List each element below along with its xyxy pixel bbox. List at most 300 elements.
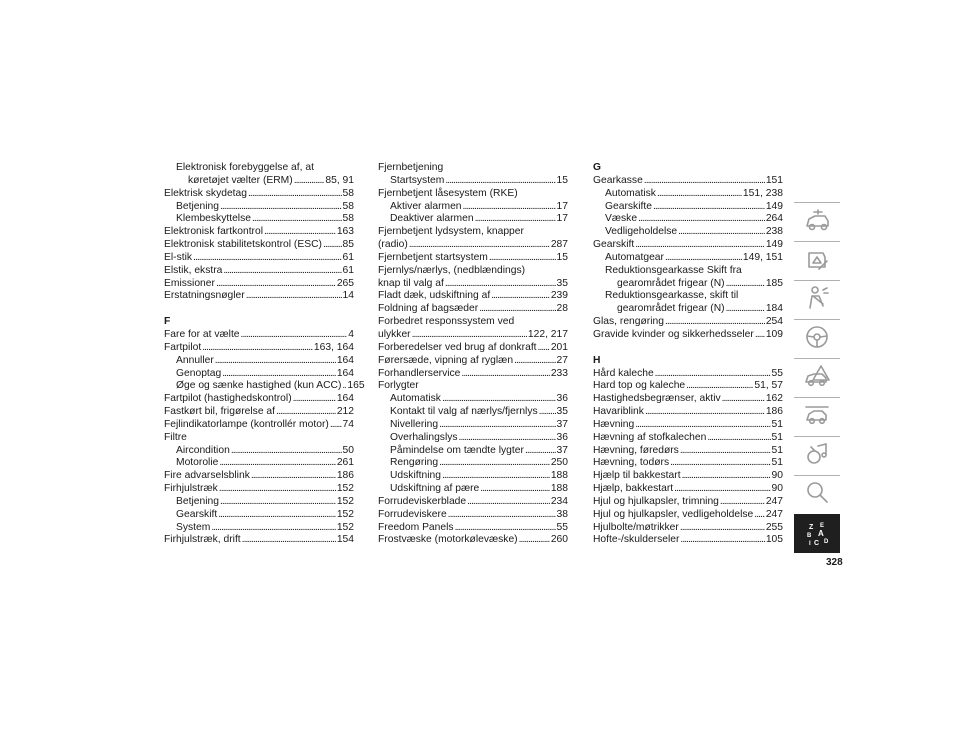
index-entry-page: 51: [771, 431, 783, 443]
dot-leader: [678, 226, 765, 239]
index-entry[interactable]: [164, 406, 354, 419]
index-entry-term: Forrudeviskerblade: [378, 495, 467, 507]
dot-leader: [657, 188, 742, 201]
index-entry-term: Hjælp, bakkestart: [593, 483, 674, 495]
index-entry-term: Hævning, todørs: [593, 457, 670, 469]
index-entry-term: Gearskift: [593, 239, 635, 251]
index-entry[interactable]: [378, 368, 568, 381]
index-entry-term: Førersæde, vipning af ryglæn: [378, 354, 514, 366]
index-entry-page: 51, 57: [754, 380, 783, 392]
index-entry[interactable]: [378, 342, 568, 355]
index-entry-term: El-stik: [164, 251, 193, 263]
index-entry-term: Fire advarselsblink: [164, 470, 250, 482]
index-entry-term: Hævning: [593, 418, 635, 430]
index-entry[interactable]: [593, 419, 783, 432]
index-entry-term: Betjening: [176, 200, 219, 212]
index-heading-line: Filtre: [164, 431, 187, 443]
dot-leader: [222, 368, 336, 381]
index-entry-term: Overhalingslys: [390, 431, 458, 443]
dot-leader: [665, 252, 742, 265]
index-entry-term: Gearskift: [176, 508, 218, 520]
svg-text:C: C: [814, 540, 820, 547]
dot-leader: [251, 470, 336, 483]
index-entry[interactable]: [164, 534, 354, 547]
dot-leader: [707, 432, 770, 445]
index-entry-term: Genoptag: [176, 367, 222, 379]
index-entry-term: Aktiver alarmen: [390, 200, 462, 212]
index-entry-page: 184: [765, 303, 783, 315]
index-entry-page: 164: [336, 367, 354, 379]
index-entry-page: 239: [550, 290, 568, 302]
index-entry-term: Firhjulstræk: [164, 483, 218, 495]
index-entry-page: 234: [550, 495, 568, 507]
dot-leader: [680, 522, 765, 535]
index-entry-page: 27: [556, 354, 568, 366]
index-entry-term: Udskiftning af pære: [390, 483, 480, 495]
index-entry-term: Forberedelser ved brug af donkraft: [378, 341, 537, 353]
index-entry-page: 74: [342, 418, 354, 430]
index-entry-term: Automatisk: [390, 393, 441, 405]
index-entry[interactable]: [593, 213, 783, 226]
svg-text:A: A: [818, 529, 824, 538]
dot-leader: [439, 419, 555, 432]
index-entry-page: 28: [556, 303, 568, 315]
index-entry-page: 152: [336, 508, 354, 520]
dot-leader: [276, 406, 336, 419]
dot-leader: [461, 368, 549, 381]
index-entry-term: Udskiftning: [390, 470, 441, 482]
index-entry[interactable]: [164, 368, 354, 381]
index-entry[interactable]: [164, 419, 354, 432]
chapter-tab-7[interactable]: [794, 436, 840, 470]
dot-leader: [539, 406, 556, 419]
index-entry-term: Fladt dæk, udskiftning af: [378, 290, 491, 302]
warning-light-icon: [803, 245, 831, 273]
index-entry-term: Startsystem: [390, 174, 445, 186]
index-entry-page: 50: [342, 444, 354, 456]
section-letter: G: [593, 162, 602, 173]
index-entry-term: gearområdet frigear (N): [617, 277, 725, 289]
index-entry-page: 149, 151: [742, 251, 783, 263]
index-entry[interactable]: [378, 393, 568, 406]
index-heading-line: Elektronisk forebyggelse af, at: [176, 162, 314, 173]
svg-text:E: E: [820, 523, 825, 529]
index-entry-page: 38: [556, 508, 568, 520]
chapter-tab-9[interactable]: [794, 514, 840, 553]
index-entry-page: 15: [556, 251, 568, 263]
index-entry-term: Rengøring: [390, 457, 439, 469]
dot-leader: [670, 457, 770, 470]
index-entry-term: Elektrisk skydetag: [164, 187, 247, 199]
index-entry[interactable]: [164, 290, 354, 303]
index-entry-term: Hård kaleche: [593, 367, 654, 379]
index-entry[interactable]: [593, 252, 783, 265]
index-entry-term: Forhandlerservice: [378, 367, 461, 379]
chapter-tab-3[interactable]: [794, 280, 840, 314]
index-entry[interactable]: [378, 355, 568, 368]
index-entry-page: 185: [765, 277, 783, 289]
dot-leader: [674, 483, 770, 496]
index-entry-page: 149: [765, 200, 783, 212]
index-entry[interactable]: [378, 483, 568, 496]
section-spacer: [593, 342, 783, 355]
index-entry[interactable]: [593, 457, 783, 470]
svg-text:B: B: [807, 533, 812, 539]
dot-leader: [202, 342, 313, 355]
index-entry-term: Elektronisk stabilitetskontrol (ESC): [164, 239, 322, 251]
index-entry-page: 233: [550, 367, 568, 379]
index-entry[interactable]: [593, 278, 783, 291]
dot-leader: [459, 432, 556, 445]
index-entry[interactable]: [164, 342, 354, 355]
index-entry-page: 186: [765, 406, 783, 418]
index-entry[interactable]: [164, 509, 354, 522]
index-entry-term: Automatisk: [605, 187, 656, 199]
index-entry-term: Hjulbolte/møtrikker: [593, 521, 679, 533]
index-entry[interactable]: [378, 213, 568, 226]
index-entry[interactable]: [378, 522, 568, 535]
dot-leader: [754, 509, 765, 522]
index-entry[interactable]: [593, 239, 783, 252]
chapter-tab-5[interactable]: [794, 358, 840, 392]
index-entry[interactable]: [378, 496, 568, 509]
index-entry[interactable]: [593, 201, 783, 214]
dot-leader: [219, 457, 335, 470]
dot-leader: [463, 201, 556, 214]
index-heading-line: Forlygter: [378, 380, 419, 392]
dot-leader: [211, 522, 335, 535]
dot-leader: [294, 175, 325, 188]
index-entry[interactable]: [378, 290, 568, 303]
index-entry[interactable]: [378, 278, 568, 291]
index-entry[interactable]: [593, 188, 783, 201]
index-entry-term: System: [176, 521, 211, 533]
dot-leader: [445, 175, 555, 188]
index-entry-page: 90: [771, 483, 783, 495]
index-entry-page: 85: [342, 239, 354, 251]
index-entry[interactable]: [378, 534, 568, 547]
index-entry[interactable]: [378, 252, 568, 265]
index-entry[interactable]: [164, 226, 354, 239]
index-entry-term: Elektronisk fartkontrol: [164, 226, 264, 238]
index-entry-term: Motorolie: [176, 457, 219, 469]
index-entry-term: Væske: [605, 213, 638, 225]
index-entry[interactable]: [378, 329, 568, 342]
dot-leader: [682, 470, 771, 483]
index-entry[interactable]: [164, 483, 354, 496]
index-entry-term: Fejlindikatorlampe (kontrollér motor): [164, 418, 329, 430]
index-entry[interactable]: [593, 509, 783, 522]
index-entry-page: 255: [765, 521, 783, 533]
index-heading-line: Fjernbetjening: [378, 162, 444, 173]
index-entry-page: 58: [342, 213, 354, 225]
index-entry-term: Frostvæske (motorkølevæske): [378, 534, 518, 546]
dot-leader: [442, 470, 550, 483]
index-entry[interactable]: [593, 175, 783, 188]
dot-leader: [519, 534, 550, 547]
index-entry-page: 37: [556, 444, 568, 456]
index-entry-page: 254: [765, 316, 783, 328]
index-entry-term: Påmindelse om tændte lygter: [390, 444, 524, 456]
index-entry[interactable]: [164, 393, 354, 406]
index-entry-page: 188: [550, 470, 568, 482]
svg-text:I: I: [809, 541, 811, 547]
service-car-icon: [803, 401, 831, 429]
index-entry-page: 17: [556, 200, 568, 212]
index-entry-term: Elstik, ekstra: [164, 264, 223, 276]
index-entry-term: Hævning, føredørs: [593, 444, 679, 456]
index-entry[interactable]: [593, 432, 783, 445]
index-entry-page: 247: [765, 495, 783, 507]
svg-text:Z: Z: [809, 524, 814, 531]
index-entry[interactable]: [164, 265, 354, 278]
dot-leader: [455, 522, 556, 535]
index-entry[interactable]: [593, 368, 783, 381]
index-entry[interactable]: [593, 496, 783, 509]
index-entry-page: 165: [347, 380, 365, 392]
index-entry-page: 36: [556, 431, 568, 443]
index-entry[interactable]: [378, 457, 568, 470]
index-entry[interactable]: [164, 188, 354, 201]
index-entry-page: 15: [556, 174, 568, 186]
index-entry-term: (radio): [378, 239, 408, 251]
index-entry-page: 186: [336, 470, 354, 482]
index-column-1: [164, 162, 365, 547]
dot-leader: [323, 239, 342, 252]
dot-leader: [480, 483, 550, 496]
index-entry[interactable]: [378, 406, 568, 419]
chapter-tab-1[interactable]: [794, 202, 840, 236]
index-entry-term: Nivellering: [390, 418, 439, 430]
dot-leader: [726, 303, 765, 316]
multimedia-icon: [803, 440, 831, 468]
index-entry[interactable]: [164, 213, 354, 226]
index-entry[interactable]: [378, 175, 568, 188]
index-entry[interactable]: [164, 380, 365, 393]
index-entry-page: 154: [336, 534, 354, 546]
index-entry[interactable]: [164, 201, 354, 214]
section-letter: F: [164, 316, 171, 328]
index-entry-term: Deaktiver alarmen: [390, 213, 474, 225]
index-entry-page: 163: [336, 226, 354, 238]
dot-leader: [448, 509, 556, 522]
index-entry-term: Fare for at vælte: [164, 328, 240, 340]
index-entry-term: Hofte-/skulderseler: [593, 534, 680, 546]
index-entry[interactable]: [593, 303, 783, 316]
dot-leader: [264, 226, 336, 239]
dot-leader: [638, 213, 765, 226]
index-entry-term: gearområdet frigear (N): [617, 303, 725, 315]
dot-leader: [330, 419, 342, 432]
index-entry-page: 109: [765, 328, 783, 340]
dot-leader: [220, 496, 336, 509]
index-entry-term: Emissioner: [164, 277, 215, 289]
dot-leader: [216, 278, 336, 291]
index-entry[interactable]: [593, 534, 783, 547]
index-entry-page: 36: [556, 393, 568, 405]
dot-leader: [409, 239, 550, 252]
index-entry-term: Øge og sænke hastighed (kun ACC): [176, 380, 342, 392]
index-entry-page: 250: [550, 457, 568, 469]
index-heading-line: Reduktionsgearkasse, skift til: [605, 290, 739, 302]
index-entry-term: ulykker: [378, 328, 411, 340]
dot-leader: [223, 265, 341, 278]
dot-leader: [241, 329, 348, 342]
index-entry-term: Gravide kvinder og sikkerhedsseler: [593, 328, 754, 340]
chapter-tab-8[interactable]: [794, 475, 840, 509]
index-entry-term: Automatgear: [605, 251, 664, 263]
index-entry[interactable]: [593, 522, 783, 535]
dot-leader: [248, 188, 342, 201]
index-entry[interactable]: [378, 201, 568, 214]
index-entry-term: Gearkasse: [593, 174, 643, 186]
dot-leader: [193, 252, 342, 265]
index-entry-page: 122, 217: [527, 328, 568, 340]
seatbelt-safety-icon: [803, 284, 831, 312]
index-entry-page: 90: [771, 470, 783, 482]
index-entry-term: Fjernbetjent startsystem: [378, 251, 488, 263]
dot-leader: [645, 406, 765, 419]
index-entry[interactable]: [164, 457, 354, 470]
index-heading-line: Forbedret responssystem ved: [378, 316, 515, 328]
chapter-tab-4[interactable]: [794, 319, 840, 353]
index-entry-page: 105: [765, 534, 783, 546]
dot-leader: [726, 278, 765, 291]
index-entry[interactable]: [593, 406, 783, 419]
index-entry-term: køretøjet vælter (ERM): [188, 174, 293, 186]
emergency-car-icon: [803, 362, 831, 390]
index-entry[interactable]: [164, 522, 354, 535]
index-entry-term: Hjælp til bakkestart: [593, 470, 681, 482]
dot-leader: [293, 393, 336, 406]
index-entry-page: 212: [336, 406, 354, 418]
index-entry-page: 238: [765, 226, 783, 238]
index-entry-page: 247: [765, 508, 783, 520]
car-dashboard-icon: [803, 206, 831, 234]
index-entry-page: 260: [550, 534, 568, 546]
index-entry-page: 58: [342, 200, 354, 212]
dot-leader: [246, 290, 342, 303]
index-entry-page: 261: [336, 457, 354, 469]
index-entry-page: 51: [771, 418, 783, 430]
index-entry[interactable]: [593, 316, 783, 329]
index-entry-page: 164: [336, 354, 354, 366]
index-entry[interactable]: [164, 470, 354, 483]
index-entry-page: 164: [336, 393, 354, 405]
index-entry[interactable]: [378, 445, 568, 458]
dot-leader: [680, 534, 764, 547]
index-entry[interactable]: [164, 355, 354, 368]
index-entry[interactable]: [164, 329, 354, 342]
dot-leader: [219, 483, 336, 496]
dot-leader: [218, 509, 336, 522]
index-entry[interactable]: [593, 393, 783, 406]
index-entry-page: 152: [336, 521, 354, 533]
dot-leader: [722, 393, 765, 406]
dot-leader: [491, 290, 550, 303]
index-entry[interactable]: [378, 509, 568, 522]
dot-leader: [720, 496, 765, 509]
dot-leader: [215, 355, 336, 368]
chapter-tab-strip: [794, 202, 840, 558]
dot-leader: [231, 445, 342, 458]
index-entry[interactable]: [378, 419, 568, 432]
index-entry[interactable]: [593, 380, 783, 393]
index-entry[interactable]: [164, 496, 354, 509]
index-entry-term: Gearskifte: [605, 200, 652, 212]
index-entry-term: Aircondition: [176, 444, 230, 456]
index-entry-page: 265: [336, 277, 354, 289]
index-entry-page: 151: [765, 174, 783, 186]
index-entry[interactable]: [593, 470, 783, 483]
chapter-tab-6[interactable]: [794, 397, 840, 431]
index-entry-term: Kontakt til valg af nærlys/fjernlys: [390, 406, 538, 418]
dot-leader: [445, 278, 556, 291]
dot-leader: [514, 355, 555, 368]
page-number: 328: [826, 557, 843, 568]
index-entry-page: 55: [771, 367, 783, 379]
index-entry[interactable]: [164, 445, 354, 458]
dot-leader: [489, 252, 556, 265]
index-entry-term: Freedom Panels: [378, 521, 454, 533]
index-entry-page: 17: [556, 213, 568, 225]
index-entry-page: 35: [556, 277, 568, 289]
index-entry[interactable]: [164, 252, 354, 265]
index-entry[interactable]: [378, 470, 568, 483]
index-entry[interactable]: [593, 483, 783, 496]
search-magnifier-icon: [803, 479, 831, 507]
index-entry-page: 61: [342, 251, 354, 263]
index-entry-page: 264: [765, 213, 783, 225]
steering-wheel-icon: [803, 323, 831, 351]
dot-leader: [665, 316, 765, 329]
index-entry[interactable]: [593, 226, 783, 239]
index-entry-page: 51: [771, 457, 783, 469]
index-entry-page: 287: [550, 239, 568, 251]
index-entry-term: knap til valg af: [378, 277, 444, 289]
index-entry-page: 55: [556, 521, 568, 533]
index-entry-page: 51: [771, 444, 783, 456]
dot-leader: [220, 201, 342, 214]
dot-leader: [538, 342, 550, 355]
index-entry[interactable]: [593, 329, 783, 342]
dot-leader: [635, 419, 770, 432]
index-entry-term: Hastighedsbegrænser, aktiv: [593, 393, 721, 405]
index-entry-term: Vedligeholdelse: [605, 226, 678, 238]
index-entry-page: 35: [556, 406, 568, 418]
index-entry[interactable]: [164, 278, 354, 291]
index-entry-page: 4: [348, 328, 354, 340]
index-entry-page: 37: [556, 418, 568, 430]
section-spacer: [164, 303, 354, 316]
dot-leader: [442, 393, 556, 406]
index-entry[interactable]: [593, 445, 783, 458]
index-entry[interactable]: [378, 303, 568, 316]
chapter-tab-2[interactable]: [794, 241, 840, 275]
index-entry[interactable]: [164, 175, 354, 188]
index-entry-term: Fastkørt bil, frigørelse af: [164, 406, 275, 418]
index-entry-term: Hjul og hjulkapsler, trimning: [593, 495, 719, 507]
index-entry-term: Klembeskyttelse: [176, 213, 251, 225]
dot-leader: [653, 201, 765, 214]
index-entry[interactable]: [164, 239, 354, 252]
index-entry[interactable]: [378, 432, 568, 445]
dot-leader: [479, 303, 555, 316]
index-entry-term: Betjening: [176, 495, 219, 507]
index-entry[interactable]: [378, 239, 568, 252]
dot-leader: [635, 239, 765, 252]
index-entry-term: Fartpilot (hastighedskontrol): [164, 393, 292, 405]
